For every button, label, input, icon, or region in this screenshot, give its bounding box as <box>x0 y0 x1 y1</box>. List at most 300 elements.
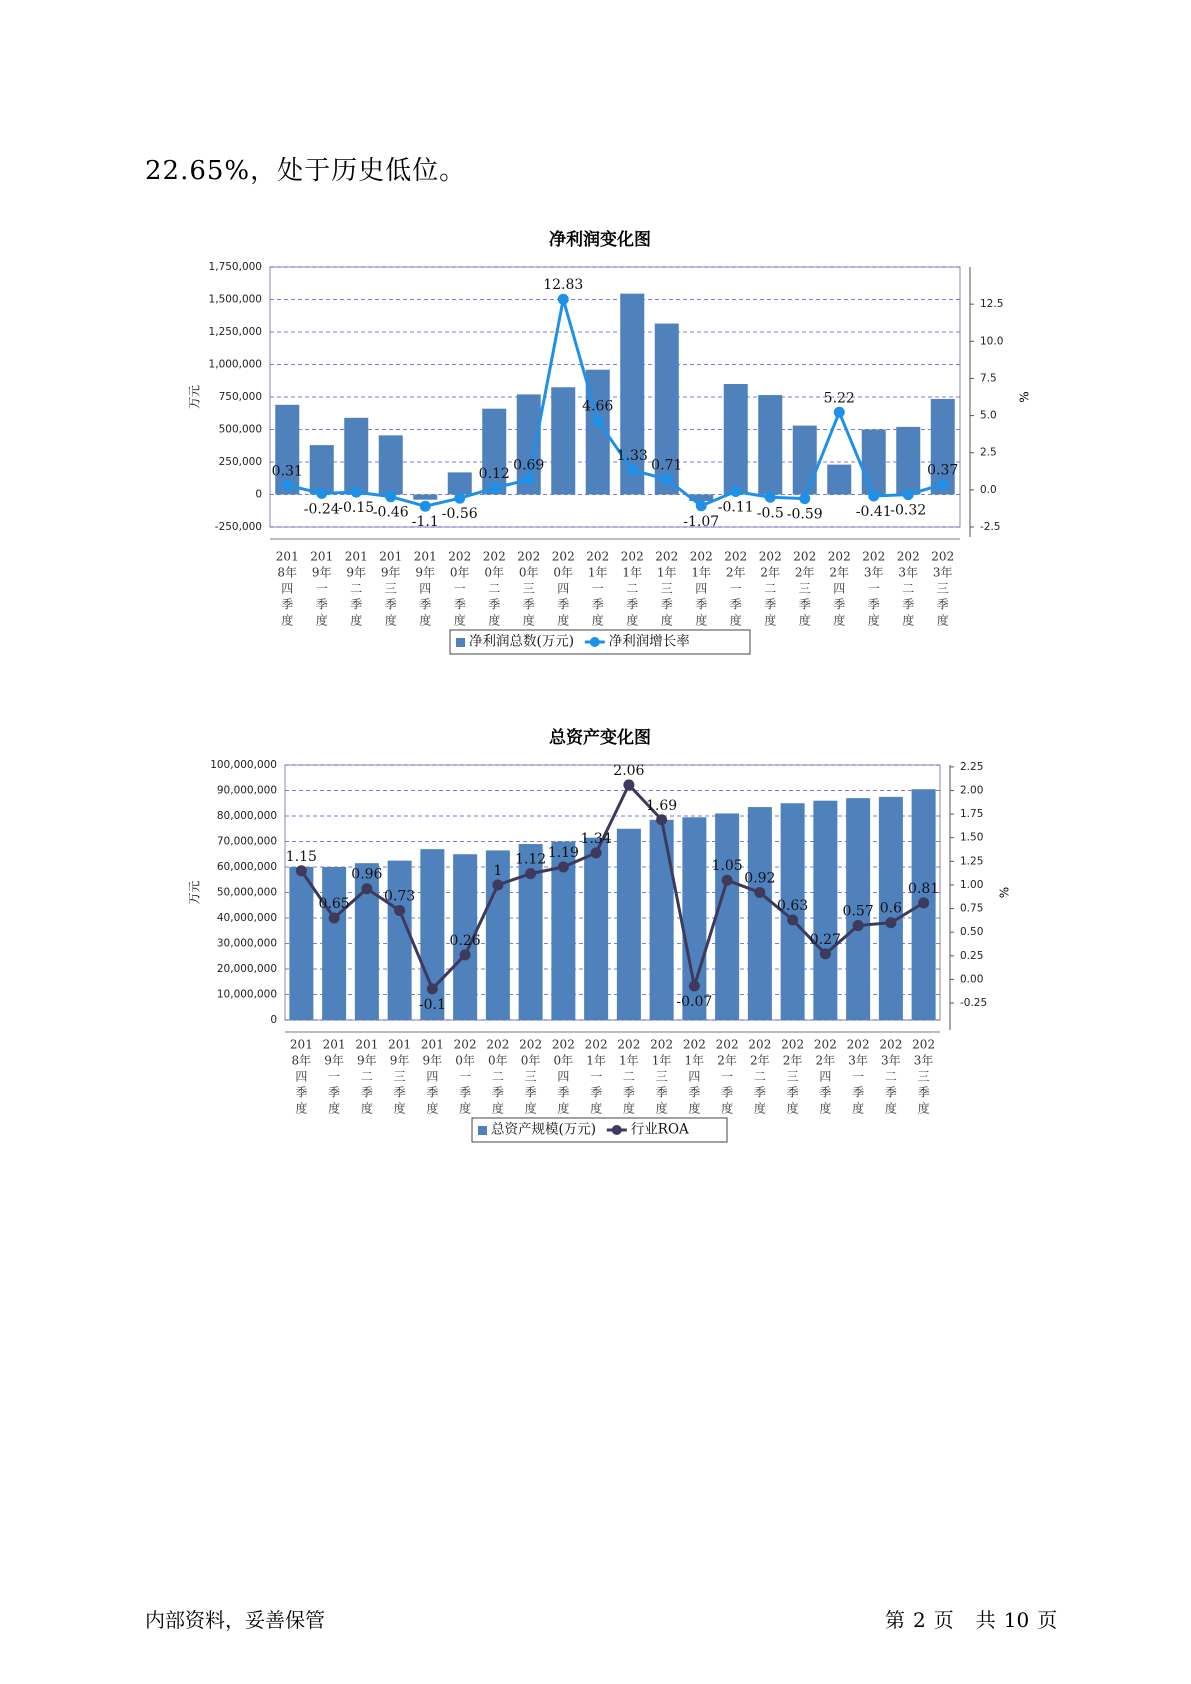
category-tick-label: 202 <box>620 549 644 564</box>
category-tick-label: 201 <box>420 1037 444 1052</box>
right-tick-label: 0.00 <box>960 973 984 986</box>
data-label: -0.07 <box>676 994 713 1010</box>
net-profit-chart <box>0 222 1191 672</box>
data-label: 0.81 <box>908 880 940 897</box>
category-tick-label: 季 <box>798 597 811 612</box>
data-label: 0.69 <box>513 457 545 474</box>
category-tick-label: 3年 <box>848 1053 868 1068</box>
category-tick-label: 度 <box>459 1101 472 1116</box>
left-tick-label: 50,000,000 <box>216 886 277 899</box>
category-tick-label: 202 <box>912 1037 936 1052</box>
line-point <box>853 920 864 931</box>
category-tick-label: 度 <box>729 613 742 628</box>
category-tick-label: 季 <box>688 1085 701 1100</box>
line-point <box>754 887 765 898</box>
data-label: -0.24 <box>303 501 340 518</box>
category-tick-label: 1年 <box>619 1053 639 1068</box>
category-tick-label: 2年 <box>782 1053 803 1068</box>
chart-title: 总资产变化图 <box>549 728 651 748</box>
category-tick-label: 202 <box>584 1037 608 1052</box>
right-tick-label: 1.75 <box>960 808 984 821</box>
left-tick-label: 1,000,000 <box>208 358 262 371</box>
category-tick-label: 202 <box>793 549 817 564</box>
bar <box>724 384 748 495</box>
line-point <box>351 487 362 498</box>
category-tick-label: 四 <box>695 581 708 596</box>
category-tick-label: 202 <box>715 1037 739 1052</box>
category-tick-label: 1年 <box>684 1053 705 1068</box>
bar <box>620 294 644 495</box>
line-point <box>427 983 438 994</box>
category-tick-label: 季 <box>426 1085 439 1100</box>
category-tick-label: 季 <box>591 597 604 612</box>
line-point <box>591 847 602 858</box>
category-tick-label: 二 <box>488 581 501 596</box>
line-point <box>903 489 914 500</box>
category-tick-label: 二 <box>884 1069 897 1084</box>
data-label: 0.65 <box>318 896 350 912</box>
data-label: -0.59 <box>786 506 823 523</box>
category-tick-label: 度 <box>557 613 570 628</box>
category-tick-label: 度 <box>936 613 949 628</box>
category-tick-label: 202 <box>682 1037 706 1052</box>
category-tick-label: 2年 <box>794 565 815 580</box>
left-tick-label: 250,000 <box>218 456 262 468</box>
category-tick-label: 一 <box>453 581 466 596</box>
right-tick-label: 2.25 <box>960 760 984 773</box>
line-point <box>385 491 396 502</box>
category-tick-label: 度 <box>867 613 880 628</box>
line-point <box>489 483 500 494</box>
bar <box>413 495 437 500</box>
category-tick-label: 季 <box>721 1085 734 1100</box>
data-label: 1.34 <box>580 830 612 847</box>
right-tick-label: -0.25 <box>960 997 988 1009</box>
category-tick-label: 季 <box>419 597 432 612</box>
category-tick-label: 季 <box>315 597 328 612</box>
category-tick-label: 9年 <box>415 565 436 580</box>
category-tick-label: 度 <box>798 613 811 628</box>
category-tick-label: 度 <box>753 1101 766 1116</box>
category-tick-label: 0年 <box>518 565 539 580</box>
category-tick-label: 201 <box>310 549 334 564</box>
category-tick-label: 季 <box>833 597 846 612</box>
line-point <box>656 814 667 825</box>
category-tick-label: 三 <box>384 581 397 596</box>
data-label: 1.19 <box>547 845 579 861</box>
net-profit-chart-svg <box>0 222 1191 672</box>
category-tick-label: 度 <box>655 1101 668 1116</box>
category-tick-label: 202 <box>486 1037 510 1052</box>
bar <box>748 807 772 1020</box>
line-point <box>787 914 798 925</box>
right-tick-label: 1.00 <box>960 878 984 891</box>
data-label: 0.92 <box>744 870 776 887</box>
category-tick-label: 度 <box>315 613 328 628</box>
left-tick-label: 1,750,000 <box>208 261 262 273</box>
category-tick-label: 一 <box>315 581 328 596</box>
category-tick-label: 季 <box>459 1085 472 1100</box>
left-tick-label: 70,000,000 <box>216 835 277 848</box>
category-tick-label: 2年 <box>750 1053 770 1068</box>
category-tick-label: 202 <box>517 549 541 564</box>
left-tick-label: 20,000,000 <box>216 963 277 975</box>
category-tick-label: 二 <box>764 581 777 596</box>
right-tick-label: 2.00 <box>960 784 984 797</box>
category-tick-label: 季 <box>852 1085 865 1100</box>
category-tick-label: 季 <box>557 597 570 612</box>
category-tick-label: 季 <box>917 1085 930 1100</box>
line-point <box>937 479 948 490</box>
data-label: 0.73 <box>384 888 416 905</box>
category-tick-label: 9年 <box>380 565 401 580</box>
bar <box>896 427 920 495</box>
category-tick-label: 202 <box>879 1037 903 1052</box>
data-label: 0.63 <box>777 897 809 914</box>
left-tick-label: 90,000,000 <box>216 784 277 797</box>
category-tick-label: 3年 <box>913 1053 934 1068</box>
data-label: 5.22 <box>823 390 855 407</box>
category-tick-label: 9年 <box>346 565 367 580</box>
category-tick-label: 度 <box>295 1101 308 1116</box>
category-tick-label: 季 <box>590 1085 603 1100</box>
category-tick-label: 9年 <box>422 1053 443 1068</box>
data-label: -0.15 <box>338 500 375 517</box>
category-tick-label: 二 <box>491 1069 504 1084</box>
data-label: 0.6 <box>879 900 903 917</box>
category-tick-label: 度 <box>360 1101 373 1116</box>
category-tick-label: 202 <box>689 549 713 564</box>
category-tick-label: 度 <box>426 1101 439 1116</box>
category-tick-label: 202 <box>781 1037 805 1052</box>
data-label: -0.5 <box>756 505 784 522</box>
category-tick-label: 季 <box>786 1085 799 1100</box>
bar <box>715 813 739 1020</box>
line-point <box>394 905 405 916</box>
category-tick-label: 度 <box>350 613 363 628</box>
category-tick-label: 202 <box>724 549 748 564</box>
data-label: -1.1 <box>411 514 439 531</box>
category-tick-label: 1年 <box>656 565 677 580</box>
right-tick-label: 0.75 <box>960 902 984 915</box>
left-tick-label: 100,000,000 <box>210 759 277 771</box>
category-tick-label: 1年 <box>586 1053 606 1068</box>
bar <box>289 867 313 1020</box>
category-tick-label: 2年 <box>717 1053 737 1068</box>
category-tick-label: 度 <box>622 1101 635 1116</box>
data-label: -0.32 <box>890 502 927 519</box>
category-tick-label: 度 <box>902 613 915 628</box>
category-tick-label: 一 <box>729 581 742 596</box>
category-tick-label: 四 <box>295 1069 308 1084</box>
bar <box>793 426 817 495</box>
category-tick-label: 202 <box>617 1037 641 1052</box>
line-point <box>623 779 634 790</box>
data-label: -1.07 <box>683 513 720 530</box>
data-label: 12.83 <box>543 277 584 294</box>
legend-line-marker <box>590 637 600 647</box>
category-tick-label: 度 <box>660 613 673 628</box>
category-tick-label: 0年 <box>455 1053 475 1068</box>
category-tick-label: 季 <box>753 1085 766 1100</box>
legend-line-label: 行业ROA <box>630 1121 689 1138</box>
category-tick-label: 202 <box>748 1037 772 1052</box>
category-tick-label: 3年 <box>881 1053 901 1068</box>
category-tick-label: 1年 <box>622 565 643 580</box>
left-tick-label: 60,000,000 <box>216 861 277 873</box>
page-label-mid: 页 <box>933 1608 954 1632</box>
category-tick-label: 度 <box>884 1101 897 1116</box>
category-tick-label: 三 <box>655 1069 668 1084</box>
bar <box>551 387 575 494</box>
category-tick-label: 一 <box>328 1069 341 1084</box>
category-tick-label: 季 <box>393 1085 406 1100</box>
category-tick-label: 度 <box>328 1101 341 1116</box>
category-tick-label: 2年 <box>829 565 850 580</box>
data-label: -0.41 <box>855 503 892 520</box>
line-point <box>592 415 603 426</box>
category-tick-label: 四 <box>557 581 570 596</box>
line-point <box>834 407 845 418</box>
bar <box>617 829 641 1020</box>
left-tick-label: 40,000,000 <box>216 912 277 924</box>
data-label: 1.15 <box>285 848 317 865</box>
left-tick-label: 500,000 <box>218 423 262 436</box>
category-tick-label: 季 <box>524 1085 537 1100</box>
category-tick-label: 一 <box>867 581 880 596</box>
category-tick-label: 季 <box>819 1085 832 1100</box>
category-tick-label: 202 <box>448 549 472 564</box>
line-point <box>282 480 293 491</box>
bar <box>379 435 403 494</box>
category-tick-label: 度 <box>524 1101 537 1116</box>
right-axis-label: % <box>997 886 1012 899</box>
category-tick-label: 201 <box>275 549 299 564</box>
category-tick-label: 季 <box>660 597 673 612</box>
category-tick-label: 9年 <box>324 1053 344 1068</box>
category-tick-label: 二 <box>626 581 639 596</box>
line-point <box>918 897 929 908</box>
legend-line-marker <box>612 1125 622 1135</box>
left-tick-label: -250,000 <box>214 521 262 533</box>
left-tick-label: 750,000 <box>218 391 262 403</box>
category-tick-label: 202 <box>551 549 575 564</box>
left-axis-label: 万元 <box>187 880 202 905</box>
category-tick-label: 度 <box>453 613 466 628</box>
data-label: 0.96 <box>351 866 383 883</box>
category-tick-label: 季 <box>764 597 777 612</box>
category-tick-label: 202 <box>551 1037 575 1052</box>
category-tick-label: 度 <box>419 613 432 628</box>
category-tick-label: 度 <box>688 1101 701 1116</box>
category-tick-label: 202 <box>650 1037 674 1052</box>
total-assets-chart <box>0 720 1191 1170</box>
category-tick-label: 一 <box>852 1069 865 1084</box>
category-tick-label: 201 <box>322 1037 346 1052</box>
data-label: 0.27 <box>809 931 841 948</box>
category-tick-label: 度 <box>491 1101 504 1116</box>
category-tick-label: 度 <box>833 613 846 628</box>
category-tick-label: 度 <box>626 613 639 628</box>
bar <box>584 838 608 1020</box>
category-tick-label: 三 <box>524 1069 537 1084</box>
category-tick-label: 季 <box>384 597 397 612</box>
left-tick-label: 1,250,000 <box>208 326 262 338</box>
data-label: 0.31 <box>271 463 303 480</box>
bar <box>310 445 334 494</box>
category-tick-label: 一 <box>459 1069 472 1084</box>
line-point <box>361 883 372 894</box>
category-tick-label: 度 <box>393 1101 406 1116</box>
line-point <box>885 917 896 928</box>
right-tick-label: 0.50 <box>960 926 984 939</box>
category-tick-label: 四 <box>688 1069 701 1084</box>
line-point <box>558 294 569 305</box>
line-point <box>460 949 471 960</box>
data-label: 1 <box>493 862 503 879</box>
category-tick-label: 三 <box>393 1069 406 1084</box>
category-tick-label: 季 <box>655 1085 668 1100</box>
category-tick-label: 度 <box>384 613 397 628</box>
category-tick-label: 季 <box>360 1085 373 1100</box>
bar <box>420 849 444 1020</box>
intro-text: 22.65%，处于历史低位。 <box>145 156 467 186</box>
category-tick-label: 度 <box>522 613 535 628</box>
category-tick-label: 度 <box>721 1101 734 1116</box>
line-point <box>525 868 536 879</box>
right-tick-label: 1.50 <box>960 831 984 844</box>
category-tick-label: 三 <box>660 581 673 596</box>
category-tick-label: 202 <box>586 549 610 564</box>
line-point <box>696 500 707 511</box>
category-tick-label: 202 <box>813 1037 837 1052</box>
data-label: 0.71 <box>651 457 683 474</box>
line-point <box>558 862 569 873</box>
category-tick-label: 201 <box>344 549 368 564</box>
category-tick-label: 二 <box>902 581 915 596</box>
category-tick-label: 季 <box>488 597 501 612</box>
category-tick-label: 0年 <box>484 565 505 580</box>
line-point <box>627 465 638 476</box>
category-tick-label: 8年 <box>277 565 298 580</box>
bar <box>862 430 886 495</box>
category-tick-label: 度 <box>764 613 777 628</box>
category-tick-label: 三 <box>917 1069 930 1084</box>
category-tick-label: 3年 <box>898 565 919 580</box>
data-label: 1.33 <box>616 448 648 465</box>
legend-bar-swatch <box>456 638 465 647</box>
category-tick-label: 二 <box>360 1069 373 1084</box>
line-point <box>661 474 672 485</box>
category-tick-label: 四 <box>557 1069 570 1084</box>
category-tick-label: 202 <box>931 549 955 564</box>
chart-legend <box>450 630 750 654</box>
category-tick-label: 度 <box>786 1101 799 1116</box>
category-tick-label: 季 <box>350 597 363 612</box>
category-tick-label: 季 <box>729 597 742 612</box>
chart-legend <box>472 1118 727 1142</box>
line-point <box>820 948 831 959</box>
category-tick-label: 季 <box>884 1085 897 1100</box>
line-point <box>868 490 879 501</box>
data-label: 1.05 <box>711 858 743 875</box>
line-point <box>765 492 776 503</box>
left-tick-label: 10,000,000 <box>216 988 277 1001</box>
category-tick-label: 2年 <box>760 565 781 580</box>
legend-bar-label: 总资产规模(万元) <box>491 1121 597 1138</box>
bar <box>388 861 412 1020</box>
category-tick-label: 季 <box>936 597 949 612</box>
category-tick-label: 9年 <box>389 1053 410 1068</box>
category-tick-label: 202 <box>827 549 851 564</box>
category-tick-label: 3年 <box>932 565 953 580</box>
line-point <box>689 981 700 992</box>
category-tick-label: 0年 <box>488 1053 508 1068</box>
right-axis-label: % <box>1017 391 1032 403</box>
data-label: 0.26 <box>449 932 481 949</box>
chart-title: 净利润变化图 <box>549 230 651 250</box>
category-tick-label: 201 <box>413 549 437 564</box>
category-tick-label: 0年 <box>553 1053 574 1068</box>
category-tick-label: 201 <box>388 1037 412 1052</box>
category-tick-label: 季 <box>295 1085 308 1100</box>
category-tick-label: 3年 <box>863 565 884 580</box>
page-number: 2 <box>913 1608 926 1632</box>
category-tick-label: 202 <box>482 549 506 564</box>
category-tick-label: 1年 <box>691 565 712 580</box>
line-point <box>420 501 431 512</box>
data-label: -0.46 <box>372 504 409 521</box>
category-tick-label: 四 <box>833 581 846 596</box>
bar <box>650 820 674 1020</box>
category-tick-label: 三 <box>522 581 535 596</box>
right-tick-label: 0.0 <box>980 483 997 496</box>
right-tick-label: 2.5 <box>980 446 997 459</box>
line-point <box>492 879 503 890</box>
category-tick-label: 一 <box>590 1069 603 1084</box>
category-tick-label: 二 <box>753 1069 766 1084</box>
category-tick-label: 四 <box>819 1069 832 1084</box>
right-tick-label: 12.5 <box>980 298 1004 311</box>
category-tick-label: 2年 <box>815 1053 836 1068</box>
category-tick-label: 二 <box>622 1069 635 1084</box>
category-tick-label: 季 <box>328 1085 341 1100</box>
category-tick-label: 1年 <box>587 565 608 580</box>
data-label: 4.66 <box>582 398 614 415</box>
line-point <box>454 493 465 504</box>
legend-line-label: 净利润增长率 <box>608 633 690 650</box>
category-tick-label: 度 <box>281 613 294 628</box>
category-tick-label: 201 <box>355 1037 379 1052</box>
category-tick-label: 202 <box>896 549 920 564</box>
bar <box>448 472 472 494</box>
category-tick-label: 一 <box>591 581 604 596</box>
right-tick-label: 10.0 <box>980 335 1004 348</box>
category-tick-label: 202 <box>519 1037 543 1052</box>
data-label: -0.56 <box>441 506 478 523</box>
category-tick-label: 9年 <box>357 1053 377 1068</box>
right-tick-label: 5.0 <box>980 409 997 422</box>
left-tick-label: 30,000,000 <box>216 937 277 950</box>
category-tick-label: 度 <box>917 1101 930 1116</box>
category-tick-label: 0年 <box>553 565 574 580</box>
bar <box>827 465 851 495</box>
category-tick-label: 0年 <box>449 565 470 580</box>
category-tick-label: 度 <box>590 1101 603 1116</box>
category-tick-label: 9年 <box>311 565 332 580</box>
category-tick-label: 四 <box>426 1069 439 1084</box>
category-tick-label: 度 <box>488 613 501 628</box>
